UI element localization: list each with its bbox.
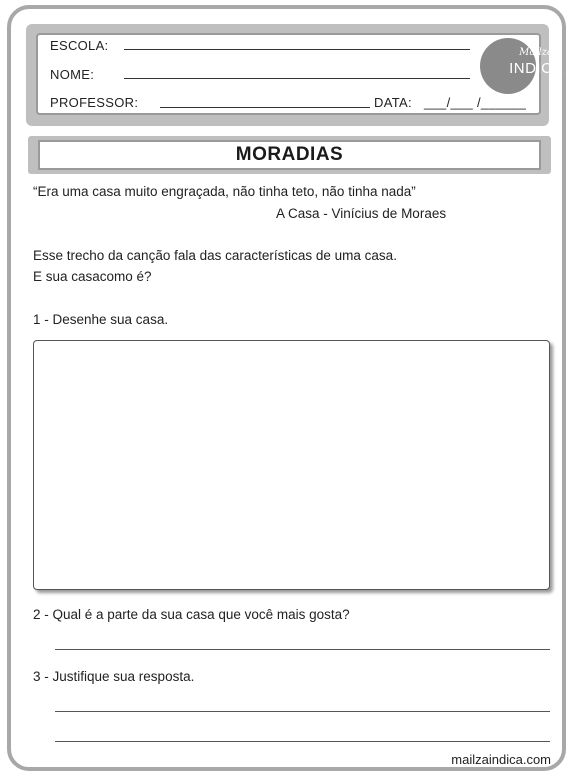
date-label: DATA:: [374, 95, 412, 110]
date-field[interactable]: ___/___ /______: [424, 95, 527, 110]
page-title: MORADIAS: [38, 140, 541, 170]
answer-line-2[interactable]: [55, 649, 550, 650]
footer-url: mailzaindica.com: [451, 752, 551, 767]
logo-top-text: Mailza: [519, 47, 553, 58]
intro-line-1: Esse trecho da canção fala das características de uma casa.: [33, 248, 397, 263]
question-1: 1 - Desenhe sua casa.: [33, 312, 169, 327]
teacher-field[interactable]: [160, 107, 370, 108]
quote-attribution: A Casa - Vinícius de Moraes: [276, 206, 447, 221]
logo-bottom-text: INDICA: [509, 60, 563, 77]
answer-line-3b[interactable]: [55, 741, 550, 742]
song-quote: “Era uma casa muito engraçada, não tinha teto, não tinha nada”: [33, 184, 416, 199]
question-2: 2 - Qual é a parte da sua casa que você mais gosta?: [33, 607, 350, 622]
mailza-indica-logo: [480, 38, 563, 94]
name-field[interactable]: [124, 78, 470, 79]
school-label: ESCOLA:: [50, 38, 109, 53]
name-label: NOME:: [50, 67, 95, 82]
title-bar: [28, 136, 551, 174]
school-field[interactable]: [124, 49, 470, 50]
question-3: 3 - Justifique sua resposta.: [33, 669, 195, 684]
answer-line-3a[interactable]: [55, 711, 550, 712]
intro-line-2: E sua casacomo é?: [33, 269, 152, 284]
teacher-label: PROFESSOR:: [50, 95, 139, 110]
drawing-area[interactable]: [33, 340, 550, 590]
